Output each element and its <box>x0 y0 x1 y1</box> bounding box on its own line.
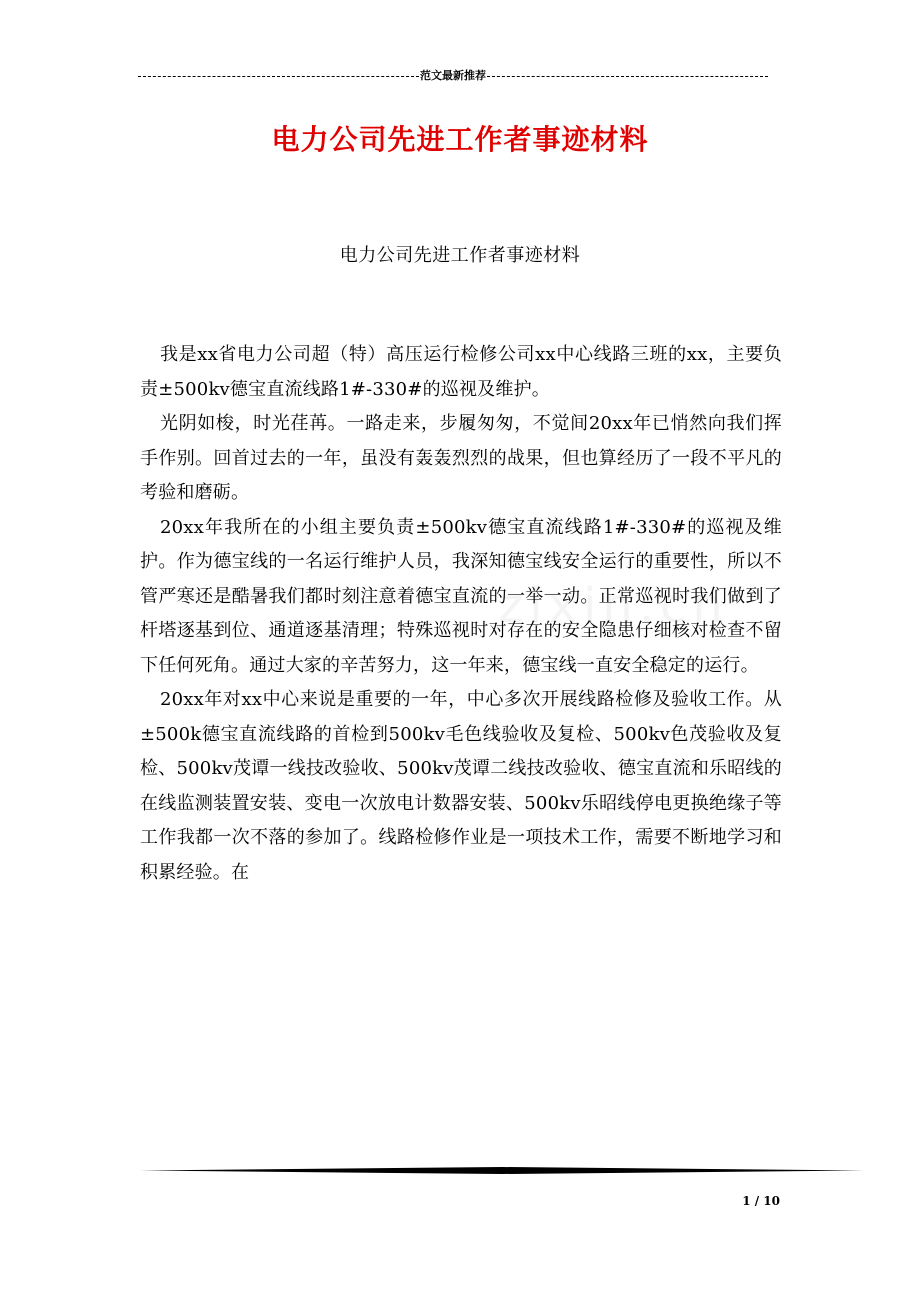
body-paragraph: 20xx年对xx中心来说是重要的一年，中心多次开展线路检修及验收工作。从±500k德宝直流线路的首检到500kv毛色线验收及复检、500kv色茂验收及复检、500kv茂谭一线技改验收、500kv茂谭二线技改验收、德宝直流和乐昭线的在线监测装置安装、变电一次放电计数器安装、500kv乐昭线停电更换绝缘子等工作我都一次不落的参加了。线路检修作业是一项技术工作，需要不断地学习和积累经验。在 <box>140 689 782 883</box>
body-paragraph: 光阴如梭，时光荏苒。一路走来，步履匆匆，不觉间20xx年已悄然向我们挥手作别。回首过去的一年，虽没有轰轰烈烈的战果，但也算经历了一段不平凡的考验和磨砺。 <box>140 413 782 503</box>
document-body <box>140 338 782 890</box>
document-title: 电力公司先进工作者事迹材料 <box>271 123 649 156</box>
body-paragraph: 我是xx省电力公司超（特）高压运行检修公司xx中心线路三班的xx，主要负责±500kv德宝直流线路1#-330#的巡视及维护。 <box>140 344 782 400</box>
page-number: 1 / 10 <box>742 1194 780 1208</box>
header-banner-text: 范文最新推荐 <box>420 69 486 82</box>
header-banner <box>138 68 768 84</box>
header-dash-right <box>487 76 768 77</box>
body-paragraph: 20xx年我所在的小组主要负责±500kv德宝直流线路1#-330#的巡视及维护。作为德宝线的一名运行维护人员，我深知德宝线安全运行的重要性，所以不管严寒还是酷暑我们都时刻注意着德宝直流的一举一动。正常巡视时我们做到了杆塔逐基到位、通道逐基清理；特殊巡视时对存在的安全隐患仔细核对检查不留下任何死角。通过大家的辛苦努力，这一年来，德宝线一直安全稳定的运行。 <box>140 516 782 676</box>
footer-rule <box>140 1167 864 1174</box>
header-dash-left <box>138 76 419 77</box>
document-subtitle: 电力公司先进工作者事迹材料 <box>339 245 581 266</box>
